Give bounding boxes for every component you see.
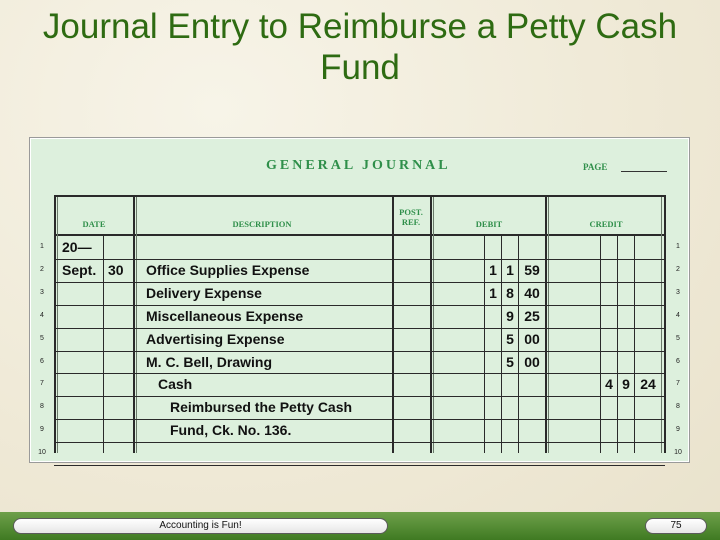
row-number-left: 7 — [40, 380, 44, 387]
page-label: PAGE — [583, 162, 608, 172]
slide-number: 75 — [670, 520, 682, 531]
header-credit: CREDIT — [589, 219, 623, 229]
debit-amount-digit: 5 — [506, 354, 514, 370]
postref-debit-rule — [430, 197, 432, 453]
description-text: Cash — [158, 376, 193, 392]
debit-amount-digit: 1 — [506, 262, 514, 278]
credit-amount-digit: 4 — [605, 376, 613, 392]
row-rule — [54, 305, 665, 306]
debit-amount-digit: 00 — [524, 331, 540, 347]
header-bottom-rule — [54, 234, 665, 236]
description-text: M. C. Bell, Drawing — [146, 354, 273, 370]
row-number-left: 6 — [40, 358, 44, 365]
header-post-ref-line-2: REF. — [401, 217, 421, 227]
row-number-right: 3 — [676, 289, 680, 296]
row-rule — [54, 396, 665, 397]
row-rule — [54, 351, 665, 352]
description-text: Fund, Ck. No. 136. — [170, 422, 292, 438]
debit-amount-digit: 8 — [506, 285, 514, 301]
row-number-left: 3 — [40, 289, 44, 296]
footer-left-text: Accounting is Fun! — [159, 520, 242, 531]
row-number-left: 10 — [38, 449, 46, 456]
table-top-rule — [54, 195, 665, 197]
row-number-right: 2 — [676, 266, 680, 273]
row-number-right: 4 — [676, 312, 680, 319]
page-number-line — [621, 171, 667, 172]
header-debit: DEBIT — [475, 219, 503, 229]
credit-amount-digit: 9 — [622, 376, 630, 392]
table-left-inner-rule — [57, 197, 58, 453]
table-left-rule — [54, 195, 56, 453]
row-rule — [54, 419, 665, 420]
debit-amount-digit: 1 — [489, 262, 497, 278]
date-day: 30 — [108, 262, 124, 278]
row-rule — [54, 282, 665, 283]
row-number-left: 5 — [40, 335, 44, 342]
row-number-right: 7 — [676, 380, 680, 387]
row-rule — [54, 442, 665, 443]
header-post-ref — [393, 207, 429, 227]
date-description-rule — [133, 197, 135, 453]
journal-title: GENERAL JOURNAL — [266, 158, 451, 173]
row-number-right: 9 — [676, 426, 680, 433]
table-right-rule — [664, 195, 666, 453]
slide-title-line-1: Journal Entry to Reimburse a Petty Cash — [42, 7, 678, 46]
row-rule — [54, 259, 665, 260]
row-number-left: 9 — [40, 426, 44, 433]
header-date: DATE — [82, 219, 106, 229]
debit-amount-digit: 1 — [489, 285, 497, 301]
header-post-ref-line-1: POST. — [399, 207, 423, 217]
debit-credit-rule — [545, 197, 547, 453]
credit-digit-rule-2 — [617, 236, 618, 453]
row-number-right: 10 — [674, 449, 682, 456]
debit-amount-digit: 59 — [524, 262, 540, 278]
footer-slide-number-pill — [645, 518, 707, 534]
description-postref-rule — [392, 197, 394, 453]
description-text: Advertising Expense — [146, 331, 285, 347]
postref-debit-inner-rule — [433, 197, 434, 453]
slide-title-line-2: Fund — [320, 48, 400, 87]
row-number-left: 2 — [40, 266, 44, 273]
debit-amount-digit: 5 — [506, 331, 514, 347]
date-description-inner-rule — [136, 197, 137, 453]
row-number-right: 1 — [676, 243, 680, 250]
header-description: DESCRIPTION — [232, 219, 292, 229]
description-text: Miscellaneous Expense — [146, 308, 304, 324]
credit-cents-rule — [634, 236, 635, 453]
credit-digit-rule-1 — [600, 236, 601, 453]
row-number-right: 8 — [676, 403, 680, 410]
description-text: Office Supplies Expense — [146, 262, 310, 278]
debit-amount-digit: 9 — [506, 308, 514, 324]
row-rule — [54, 465, 665, 466]
row-number-right: 5 — [676, 335, 680, 342]
debit-amount-digit: 40 — [524, 285, 540, 301]
credit-amount-digit: 24 — [640, 376, 656, 392]
general-journal-form — [31, 139, 688, 461]
debit-credit-inner-rule — [548, 197, 549, 453]
footer-title-pill — [13, 518, 388, 534]
description-text: Reimbursed the Petty Cash — [170, 399, 353, 415]
date-month: 20— — [62, 239, 92, 255]
date-month: Sept. — [62, 262, 97, 278]
row-number-left: 1 — [40, 243, 44, 250]
slide-title — [0, 6, 720, 88]
row-number-left: 8 — [40, 403, 44, 410]
date-split-rule — [103, 236, 104, 453]
row-rule — [54, 328, 665, 329]
table-right-inner-rule — [661, 197, 662, 453]
debit-amount-digit: 25 — [524, 308, 540, 324]
row-number-left: 4 — [40, 312, 44, 319]
row-rule — [54, 373, 665, 374]
description-text: Delivery Expense — [146, 285, 262, 301]
row-number-right: 6 — [676, 358, 680, 365]
debit-amount-digit: 00 — [524, 354, 540, 370]
